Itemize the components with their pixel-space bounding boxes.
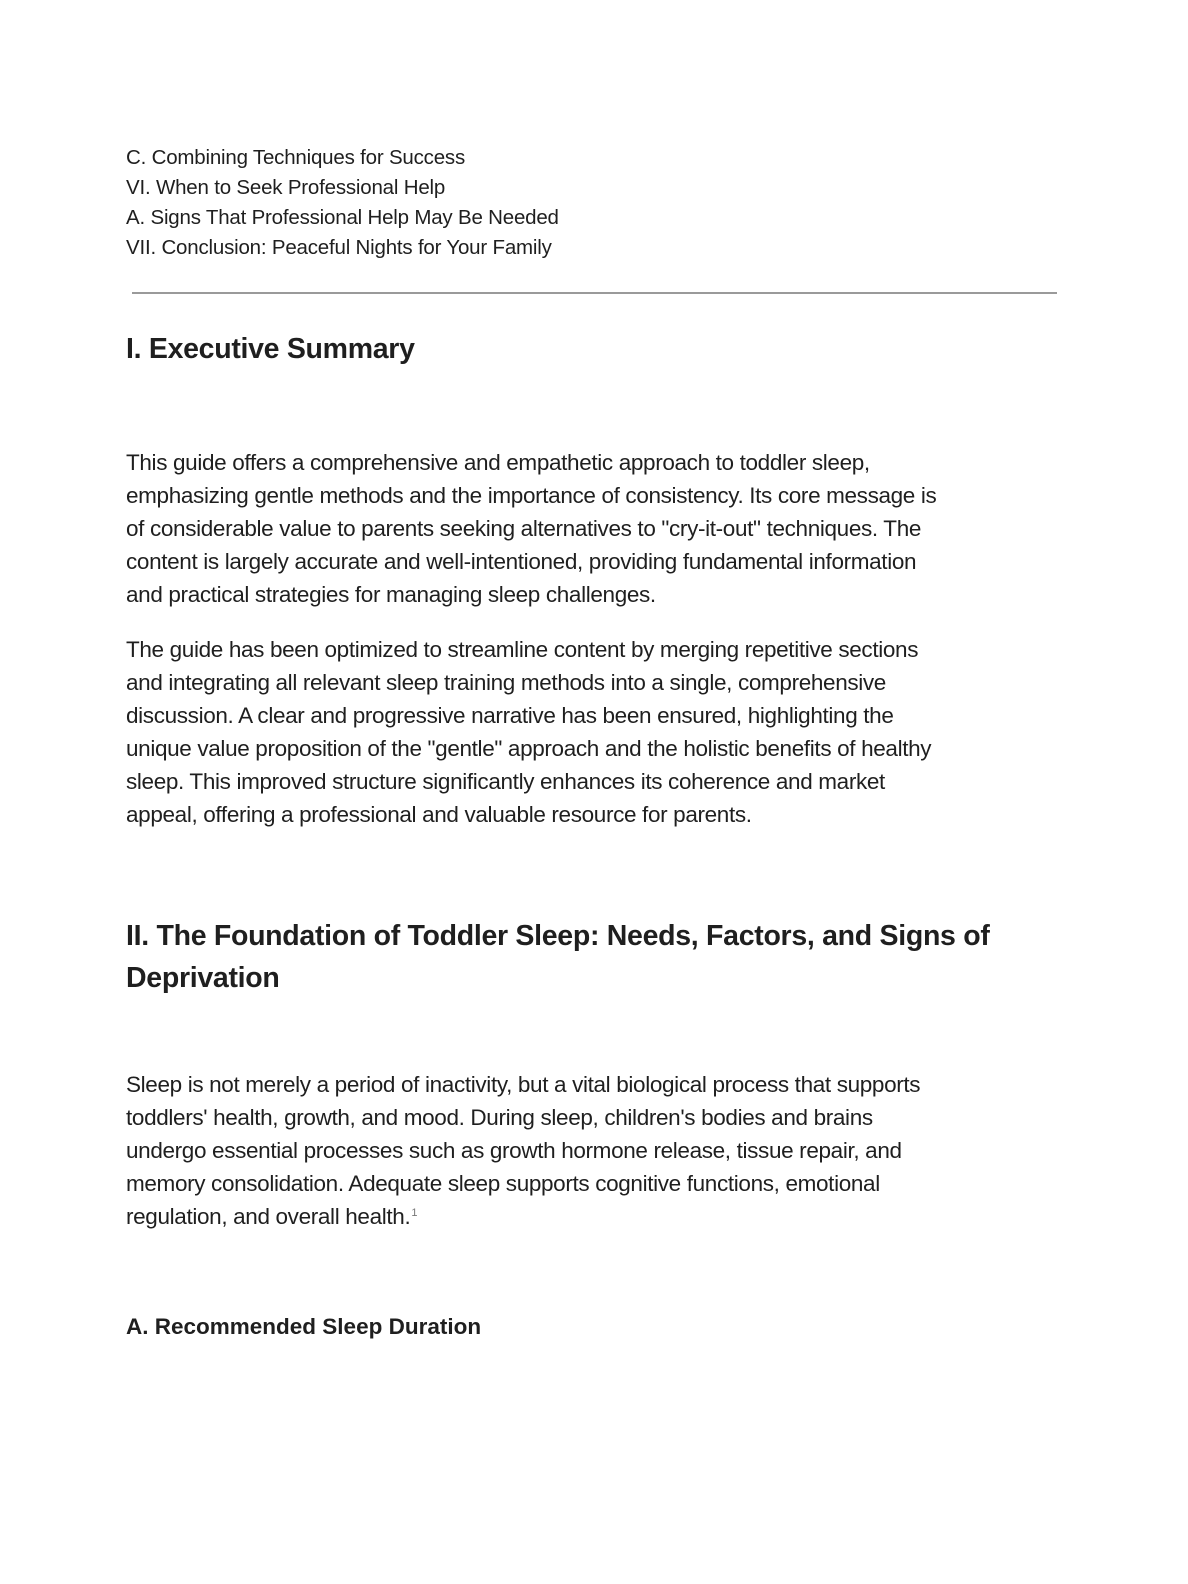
text-line: toddlers' health, growth, and mood. During sleep, children's bodies and brains <box>126 1105 873 1130</box>
section-heading-executive-summary: I. Executive Summary <box>126 333 415 365</box>
text-line: of considerable value to parents seeking alternatives to "cry-it-out" techniques. The <box>126 516 922 541</box>
footnote-reference[interactable]: 1 <box>411 1206 418 1219</box>
table-of-contents <box>126 143 1026 263</box>
horizontal-divider <box>132 292 1057 294</box>
text-line: emphasizing gentle methods and the importance of consistency. Its core message is <box>126 483 937 508</box>
last-line-text: regulation, and overall health. <box>126 1204 411 1229</box>
text-line: content is largely accurate and well-intentioned, providing fundamental information <box>126 549 917 574</box>
text-line: memory consolidation. Adequate sleep supports cognitive functions, emotional <box>126 1171 880 1196</box>
subsection-heading-recommended-sleep-duration: A. Recommended Sleep Duration <box>126 1314 482 1339</box>
heading-line: II. The Foundation of Toddler Sleep: Needs, Factors, and Signs of <box>126 920 990 952</box>
section-heading-foundation <box>126 915 1086 999</box>
text-line: unique value proposition of the "gentle" approach and the holistic benefits of healthy <box>126 736 932 761</box>
toc-item[interactable]: VI. When to Seek Professional Help <box>126 176 446 199</box>
text-line <box>126 1200 1071 1233</box>
toc-item[interactable]: A. Signs That Professional Help May Be Needed <box>126 206 559 229</box>
executive-summary-paragraph-2 <box>126 633 1071 831</box>
heading-line: Deprivation <box>126 962 280 994</box>
text-line: and integrating all relevant sleep training methods into a single, comprehensive <box>126 670 886 695</box>
text-line: discussion. A clear and progressive narrative has been ensured, highlighting the <box>126 703 894 728</box>
text-line: and practical strategies for managing sleep challenges. <box>126 582 656 607</box>
toc-item[interactable]: VII. Conclusion: Peaceful Nights for Your Family <box>126 236 552 259</box>
executive-summary-paragraph-1 <box>126 446 1071 611</box>
text-line: undergo essential processes such as growth hormone release, tissue repair, and <box>126 1138 902 1163</box>
toc-item[interactable]: C. Combining Techniques for Success <box>126 146 466 169</box>
text-line: sleep. This improved structure significantly enhances its coherence and market <box>126 769 885 794</box>
text-line: Sleep is not merely a period of inactivity, but a vital biological process that supports <box>126 1072 921 1097</box>
text-line: The guide has been optimized to streamline content by merging repetitive sections <box>126 637 919 662</box>
text-line: This guide offers a comprehensive and empathetic approach to toddler sleep, <box>126 450 870 475</box>
text-line: appeal, offering a professional and valuable resource for parents. <box>126 802 752 827</box>
foundation-paragraph <box>126 1068 1071 1233</box>
